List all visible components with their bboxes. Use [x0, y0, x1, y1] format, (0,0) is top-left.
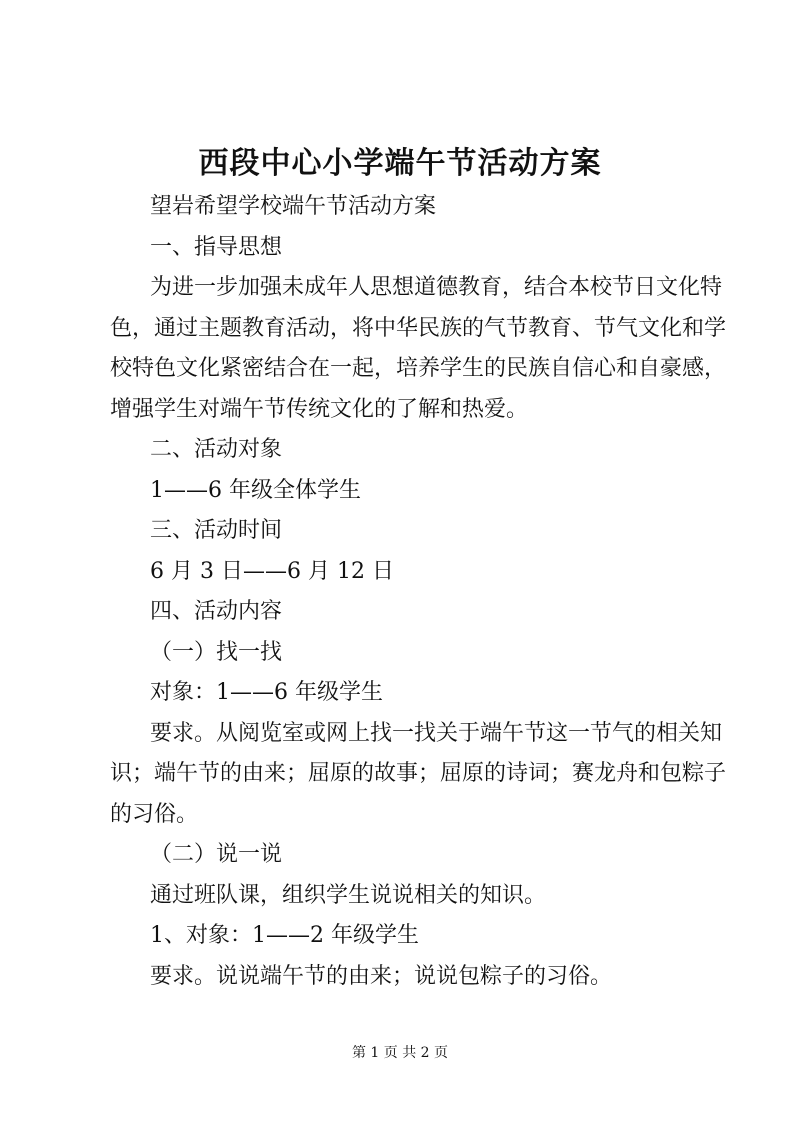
subsection-heading-speak: （二）说一说 — [150, 842, 283, 867]
speak-item1-requirement: 要求。说说端午节的由来；说说包粽子的习俗。 — [150, 963, 613, 989]
activity-time-text: 6 月 3 日——6 月 12 日 — [150, 558, 394, 584]
document-body — [110, 187, 727, 997]
section-heading-guiding-ideology: 一、指导思想 — [150, 234, 283, 260]
subtitle: 望岩希望学校端午节活动方案 — [150, 194, 437, 219]
guiding-ideology-paragraph — [110, 268, 727, 430]
speak-text: 通过班队课，组织学生说说相关的知识。 — [150, 882, 547, 908]
subsection-heading-find: （一）找一找 — [150, 639, 283, 665]
find-target-text: 对象：1——6 年级学生 — [150, 680, 383, 705]
paragraph-line: 识；端午节的由来；屈原的故事；屈原的诗词；赛龙舟和包粽子 — [110, 761, 727, 786]
paragraph-line: 增强学生对端午节传统文化的了解和热爱。 — [110, 396, 529, 422]
speak-item1-target: 1、对象：1——2 年级学生 — [150, 923, 419, 948]
document-title: 西段中心小学端午节活动方案 — [198, 146, 602, 181]
paragraph-line: 校特色文化紧密结合在一起，培养学生的民族自信心和自豪感， — [110, 356, 727, 381]
page-number-footer: 第 1 页 共 2 页 — [351, 1045, 449, 1061]
section-heading-activity-target: 二、活动对象 — [150, 437, 283, 462]
paragraph-line: 色，通过主题教育活动，将中华民族的气节教育、节气文化和学 — [110, 315, 727, 341]
paragraph-line: 为进一步加强未成年人思想道德教育，结合本校节日文化特 — [150, 275, 723, 300]
paragraph-line: 要求。从阅览室或网上找一找关于端午节这一节气的相关知 — [150, 720, 723, 746]
section-heading-activity-content: 四、活动内容 — [150, 599, 283, 624]
paragraph-line: 的习俗。 — [110, 801, 199, 827]
find-requirement-paragraph — [110, 714, 727, 836]
activity-target-text: 1——6 年级全体学生 — [150, 477, 361, 503]
section-heading-activity-time: 三、活动时间 — [150, 518, 283, 543]
